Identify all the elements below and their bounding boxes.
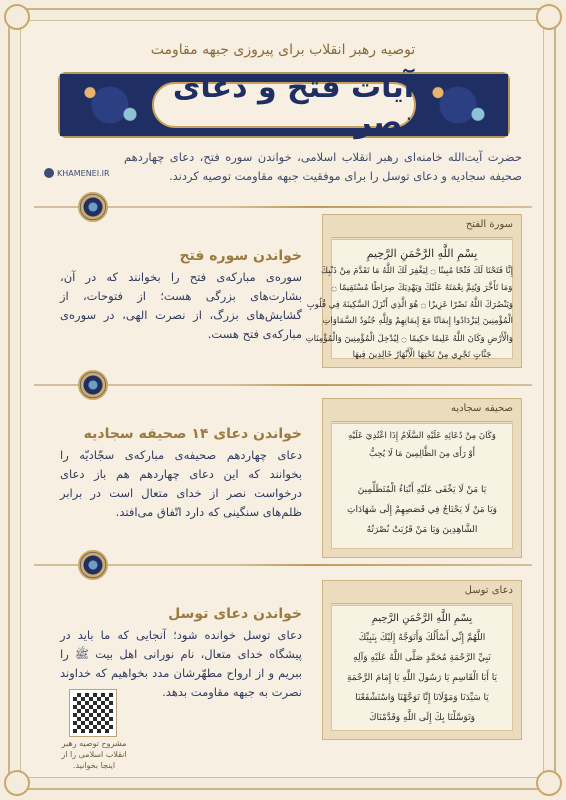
qr-caption: مشروح توصیه رهبر انقلاب اسلامی را از اینجا بخوانید.: [61, 739, 127, 770]
page-title: آیات فتح و دعای نصر: [172, 70, 414, 140]
card-line: وَيَا مَنْ لَا يَحْتَاجُ فِي قَصَصِهِمْ إِلَى شَهَادَاتِ: [346, 505, 498, 515]
header-subtitle: توصیه رهبر انقلاب برای پیروزی جبهه مقاومت: [150, 42, 416, 58]
card-label: صحیفه سجادیه: [331, 403, 513, 422]
logo-emblem-icon: [44, 168, 54, 178]
tawassul-card: [322, 580, 522, 740]
medallion-icon: [78, 550, 108, 580]
sahifa-card: [322, 398, 522, 558]
card-line: يَا سَيِّدَنَا وَمَوْلَانَا إِنَّا تَوَجَّهْنَا وَاسْتَشْفَعْنَا: [355, 693, 489, 703]
card-line: وَالْأَرْضِ وَكَانَ اللَّهُ عَلِيمًا حَكِيمًا ۝ لِيُدْخِلَ الْمُؤْمِنِينَ وَالْمُؤْمِنَاتِ: [305, 334, 513, 344]
medallion-icon: [78, 192, 108, 222]
tile-pattern-icon: [60, 74, 160, 136]
section-text-tawassul: دعای توسل خوانده شود؛ آنجایی که ما باید در پیشگاه خدای متعال، نام نورانی اهل بیت ﷺ را ببریم و از ارواح مطهّرشان مدد بخواهیم که خداوند نصرت به جبهه مقاومت بدهد.: [60, 628, 302, 699]
card-line: بِسْمِ اللَّهِ الرَّحْمَنِ الرَّحِيمِ: [371, 613, 473, 624]
card-line: أَوْ رَأَى مِنَ الظَّالِمِينَ مَا لَا يُحِبُّ: [368, 449, 476, 459]
title-banner: [58, 72, 510, 138]
card-line: وَيَنْصُرَكَ اللَّهُ نَصْرًا عَزِيزًا ۝ هُوَ الَّذِي أَنْزَلَ السَّكِينَةَ فِي قُلُوبِ: [306, 300, 513, 310]
section-divider: [34, 206, 532, 208]
card-line: وَتَوَسَّلْنَا بِكَ إِلَى اللَّهِ وَقَدَّمْنَاكَ: [369, 713, 475, 723]
card-label: دعای توسل: [331, 585, 513, 604]
card-line: جَنَّاتٍ تَجْرِي مِنْ تَحْتِهَا الْأَنْهَارُ خَالِدِينَ فِيهَا: [352, 350, 492, 360]
khamenei-logo: [44, 166, 110, 180]
corner-ornament-icon: [536, 4, 562, 30]
card-line: إِنَّا فَتَحْنَا لَكَ فَتْحًا مُبِينًا ۝ لِيَغْفِرَ لَكَ اللَّهُ مَا تَقَدَّمَ مِنْ ذَنْبِكَ: [320, 266, 513, 276]
card-line: الشَّاهِدِينَ وَيَا مَنْ قَرُبَتْ نُصْرَتُهُ: [366, 525, 478, 535]
section-title-sahifa: خواندن دعای ۱۴ صحیفه سجادیه: [83, 426, 302, 442]
corner-ornament-icon: [4, 770, 30, 796]
card-line: بِسْمِ اللَّهِ الرَّحْمَنِ الرَّحِيمِ: [366, 247, 478, 260]
card-line: يَا مَنْ لَا يَخْفَى عَلَيْهِ أَنْبَاءُ الْمُتَظَلِّمِينَ: [357, 485, 487, 495]
card-line: وَكَانَ مِنْ دُعَائِهِ عَلَيْهِ السَّلَامُ إِذَا اعْتُدِيَ عَلَيْهِ: [348, 431, 496, 441]
intro-text: حضرت آیت‌الله خامنه‌ای رهبر انقلاب اسلامی، خواندن سوره فتح، دعای چهاردهم صحیفه سجادیه و دعای توسل را برای موفقیت جبهه مقاومت توصیه کردند.: [124, 150, 522, 183]
surah-fath-card: [305, 214, 522, 368]
card-line: يَا أَبَا الْقَاسِمِ يَا رَسُولَ اللَّهِ يَا إِمَامَ الرَّحْمَةِ: [346, 673, 497, 683]
card-line: اللَّهُمَّ إِنِّي أَسْأَلُكَ وَأَتَوَجَّهُ إِلَيْكَ بِنَبِيِّكَ: [358, 633, 486, 643]
card-label: سورة الفتح: [331, 219, 513, 238]
tile-pattern-icon: [408, 74, 508, 136]
medallion-icon: [78, 370, 108, 400]
title-cartouche: [152, 70, 416, 140]
section-text-fath: سوره‌ی مبارکه‌ی فتح را بخوانند که در آن، بشارت‌های بزرگی هست؛ از فتوحات، از گشایش‌های بزرگ، از نصرت الهی، در سوره‌ی مبارکه‌ی فتح هست.: [60, 270, 302, 341]
section-title-fath: خواندن سوره فتح: [179, 248, 302, 264]
card-line: وَمَا تَأَخَّرَ وَيُتِمَّ نِعْمَتَهُ عَلَيْكَ وَيَهْدِيَكَ صِرَاطًا مُسْتَقِيمًا ۝: [331, 283, 513, 293]
card-line: الْمُؤْمِنِينَ لِيَزْدَادُوا إِيمَانًا مَعَ إِيمَانِهِمْ وَلِلَّهِ جُنُودُ السَّمَاوَاتِ: [322, 316, 513, 326]
logo-text: KHAMENEI.IR: [57, 168, 110, 178]
card-line: نَبِيِّ الرَّحْمَةِ مُحَمَّدٍ صَلَّى اللَّهُ عَلَيْهِ وَآلِهِ: [353, 653, 491, 663]
section-text-sahifa: دعای چهاردهم صحیفه‌ی مبارکه‌ی سجّادیّه را بخوانند که این دعای چهاردهم هم باز دعای درخواست نصر از خدای متعال است در برابر ظلم‌های سنگینی که دارد اتّفاق می‌افتد.: [60, 448, 302, 519]
corner-ornament-icon: [536, 770, 562, 796]
section-divider: [34, 564, 532, 566]
section-divider: [34, 384, 532, 386]
qr-code-icon[interactable]: [70, 690, 116, 736]
section-title-tawassul: خواندن دعای توسل: [168, 606, 302, 622]
corner-ornament-icon: [4, 4, 30, 30]
